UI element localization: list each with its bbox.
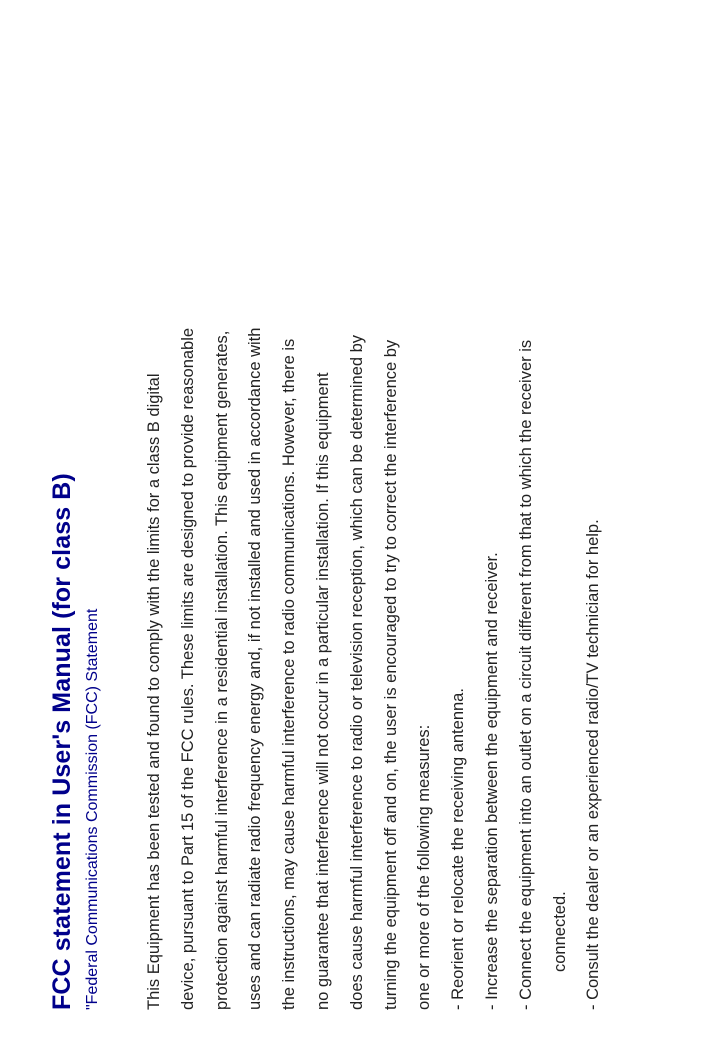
rotated-page bbox=[40, 30, 680, 1010]
paragraph-line: protection against harmful interference in a residential installation. This equipment generates, bbox=[212, 330, 231, 1010]
paragraph-line: device, pursuant to Part 15 of the FCC rules. These limits are designed to provide reasonable bbox=[178, 327, 197, 1010]
paragraph-line: one or more of the following measures: bbox=[415, 724, 434, 1010]
paragraph-line: This Equipment has been tested and found to comply with the limits for a class B digital bbox=[145, 373, 163, 1010]
paragraph-line: the instructions, may cause harmful interference to radio communications. However, there is bbox=[280, 338, 299, 1010]
bullet-item: - Consult the dealer or an experienced radio/TV technician for help. bbox=[584, 519, 603, 1010]
document-title: FCC statement in User's Manual (for class B) bbox=[48, 473, 76, 1010]
bullet-item: - Reorient or relocate the receiving antenna. bbox=[449, 688, 468, 1010]
paragraph-line: does cause harmful interference to radio or television reception, which can be determined by bbox=[347, 334, 366, 1010]
paragraph-line: turning the equipment off and on, the user is encouraged to try to correct the interference by bbox=[381, 339, 400, 1010]
bullet-item: - Connect the equipment into an outlet on a circuit different from that to which the receiver is bbox=[516, 339, 535, 1010]
paragraph-line: no guarantee that interference will not occur in a particular installation. If this equipment bbox=[313, 372, 332, 1010]
paragraph-line: uses and can radiate radio frequency energy and, if not installed and used in accordance with bbox=[246, 327, 265, 1010]
bullet-item: - Increase the separation between the equipment and receiver. bbox=[482, 552, 501, 1010]
bullet-item-continuation: connected. bbox=[550, 891, 569, 972]
document-body bbox=[138, 40, 611, 1010]
document-subtitle: "Federal Communications Commission (FCC) Statement bbox=[84, 608, 101, 1010]
